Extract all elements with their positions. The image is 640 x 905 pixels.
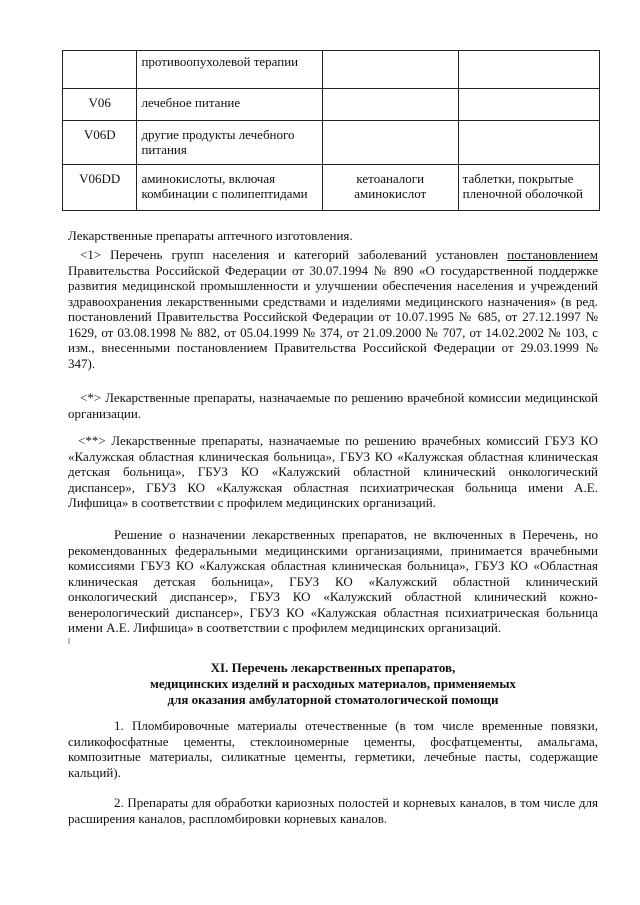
- note-footnote-double-star: [68, 433, 598, 511]
- paragraph: <*> Лекарственные препараты, назначаемые по решению врачебной комиссии медицинской организации.: [68, 390, 598, 421]
- heading-line: медицинских изделий и расходных материалов, применяемых: [149, 676, 517, 691]
- note-pharmacy-made: [68, 228, 598, 244]
- inn-cell: [322, 121, 458, 165]
- code-cell: V06DD: [63, 165, 137, 211]
- table-row: [63, 89, 600, 121]
- inn-cell: [322, 89, 458, 121]
- table-row: [63, 121, 600, 165]
- form-cell: [458, 121, 599, 165]
- note-decision: [68, 527, 598, 636]
- list-item-1: [68, 718, 598, 780]
- section-heading: [68, 660, 598, 708]
- heading-line: для оказания амбулаторной стоматологической помощи: [167, 692, 499, 707]
- paragraph: Лекарственные препараты аптечного изготовления.: [68, 228, 353, 243]
- resolution-link[interactable]: постановлением: [507, 247, 598, 262]
- table-row: [63, 51, 600, 89]
- paragraph-text: Правительства Российской Федерации от 30.07.1994 № 890 «О государственной поддержке развития медицинской промышленности и улучшении обеспечения населения и учреждений здравоохранения лекарственными средствами и изделиями медицинского назначения» (в ред. постановлений Правительства Российской Федерации от 10.07.1995 № 685, от 27.12.1997 № 1629, от 03.08.1998 № 882, от 05.04.1999 № 374, от 21.09.2000 № 707, от 14.02.2002 № 103, с изм., внесенными постановлением Правительства Российской Федерации от 29.03.1999 № 347).: [68, 262, 598, 371]
- name-cell: противоопухолевой терапии: [137, 51, 322, 89]
- code-cell: [63, 51, 137, 89]
- name-cell: другие продукты лечебного питания: [137, 121, 322, 165]
- paragraph: 1. Пломбировочные материалы отечественные (в том числе временные повязки, силикофосфатные цементы, стеклоиномерные цементы, фосфатцементы, амальгама, композитные материалы, силикатные цементы, герметики, лечебные пасты, содержащие кальций).: [68, 718, 598, 780]
- table-row: [63, 165, 600, 211]
- form-cell: таблетки, покрытые пленочной оболочкой: [458, 165, 599, 211]
- form-cell: [458, 51, 599, 89]
- drug-table: [62, 50, 600, 211]
- list-item-2: [68, 795, 598, 826]
- inn-cell: [322, 51, 458, 89]
- paragraph-text: <1> Перечень групп населения и категорий заболеваний установлен: [80, 247, 508, 262]
- note-footnote-star: [68, 390, 598, 421]
- heading-line: XI. Перечень лекарственных препаратов,: [210, 660, 456, 675]
- inn-cell: кетоаналоги аминокислот: [322, 165, 458, 211]
- note-footnote-1: [68, 247, 598, 371]
- paragraph: <**> Лекарственные препараты, назначаемые по решению врачебных комиссий ГБУЗ КО «Калужская областная клиническая больница», ГБУЗ КО «Калужская областная клиническая детская больница», ГБУЗ КО «Калужский областной клинический онкологический диспансер», ГБУЗ КО «Калужская областная психиатрическая больница имени А.Е. Лифшица» в соответствии с профилем медицинских организаций.: [68, 433, 598, 510]
- name-cell: аминокислоты, включая комбинации с полипептидами: [137, 165, 322, 211]
- form-cell: [458, 89, 599, 121]
- name-cell: лечебное питание: [137, 89, 322, 121]
- divider: [68, 638, 70, 644]
- code-cell: V06: [63, 89, 137, 121]
- paragraph: [68, 247, 598, 371]
- code-cell: V06D: [63, 121, 137, 165]
- paragraph: Решение о назначении лекарственных препаратов, не включенных в Перечень, но рекомендованных федеральными медицинскими организациями, принимается врачебными комиссиями ГБУЗ КО «Калужская областная клиническая больница», ГБУЗ КО «Областная клиническая детская больница», ГБУЗ КО «Калужский областной клинический онкологический диспансер», ГБУЗ КО «Калужский областной клинический кожно-венерологический диспансер», ГБУЗ КО «Калужская областная психиатрическая больница имени А.Е. Лифшица» в соответствии с профилем медицинских организаций.: [68, 527, 598, 635]
- paragraph: 2. Препараты для обработки кариозных полостей и корневых каналов, в том числе для расширения каналов, распломбировки корневых каналов.: [68, 795, 598, 826]
